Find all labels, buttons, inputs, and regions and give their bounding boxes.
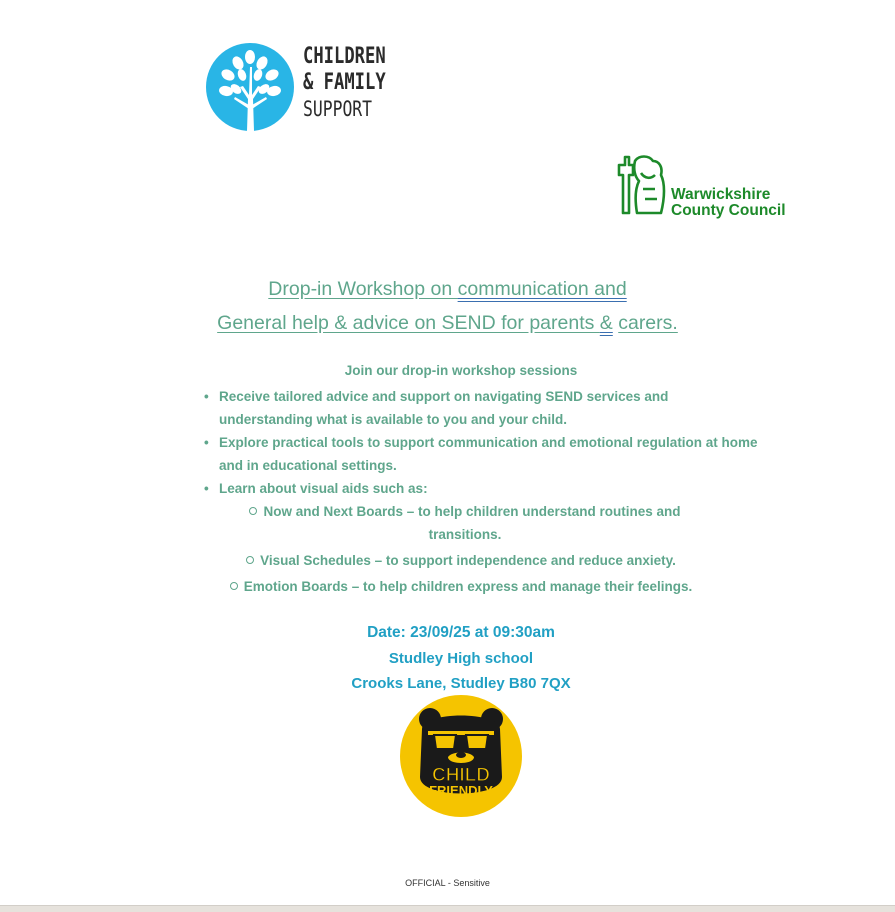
wcc-wordmark <box>671 187 786 219</box>
event-address: Crooks Lane, Studley B80 7QX <box>351 675 571 692</box>
wcc-line2: County Council <box>671 202 786 219</box>
sub-bullet-emotion-boards <box>0 575 895 598</box>
child-friendly-line2: FRIENDLY <box>429 783 493 798</box>
circle-bullet-icon <box>230 582 238 590</box>
bear-and-staff-icon <box>615 153 669 215</box>
heading-2-part-a: General help & advice on SEND for parents <box>217 312 600 334</box>
heading-1-part-a: Drop-in Workshop on <box>268 278 458 300</box>
heading-2-part-d: carers. <box>618 312 678 334</box>
classification-footer: OFFICIAL - Sensitive <box>405 878 490 888</box>
children-family-support-logo <box>206 42 406 134</box>
sub-bullet-now-next <box>215 500 715 546</box>
heading-1-part-b: communication and <box>457 278 627 300</box>
event-date: Date: 23/09/25 at 09:30am <box>367 624 555 641</box>
heading-line-1 <box>0 277 895 301</box>
list-item: • Explore practical tools to support communication and emotional regulation at home and in educational settings. <box>203 431 763 477</box>
cfs-line1: CHILDREN <box>303 44 386 69</box>
sub-bullet-3-text: Emotion Boards – to help children express and manage their feelings. <box>243 579 693 594</box>
child-friendly-line1: CHILD <box>431 765 491 786</box>
child-friendly-warwickshire-logo <box>400 695 522 817</box>
bullet-list <box>203 385 763 500</box>
cfs-wordmark <box>303 44 386 122</box>
list-item: • Learn about visual aids such as: <box>203 477 763 500</box>
sub-bullet-visual-schedules <box>0 549 895 572</box>
sub-bullet-1-line-a: Now and Next Boards – to help children understand routines and <box>263 504 681 519</box>
wcc-line1: Warwickshire <box>671 186 771 203</box>
circle-bullet-icon <box>246 556 254 564</box>
sub-bullet-1-line-b: transitions. <box>428 527 502 542</box>
heading-2-part-b: & <box>599 312 613 334</box>
tree-icon <box>206 43 294 131</box>
sub-bullet-2-text: Visual Schedules – to support independence and reduce anxiety. <box>260 553 676 568</box>
circle-bullet-icon <box>249 507 257 515</box>
cfs-line2: & FAMILY <box>303 70 386 95</box>
cfs-line3: SUPPORT <box>303 97 373 121</box>
intro-text: Join our drop-in workshop sessions <box>344 363 578 378</box>
heading-line-2 <box>0 311 895 335</box>
event-school: Studley High school <box>388 650 534 667</box>
warwickshire-county-council-logo <box>615 153 815 217</box>
list-item: • Receive tailored advice and support on navigating SEND services and understanding what is available to you and your child. <box>203 385 763 431</box>
child-friendly-line3: WARWICKSHIRE <box>430 798 492 807</box>
page-edge <box>0 905 895 912</box>
